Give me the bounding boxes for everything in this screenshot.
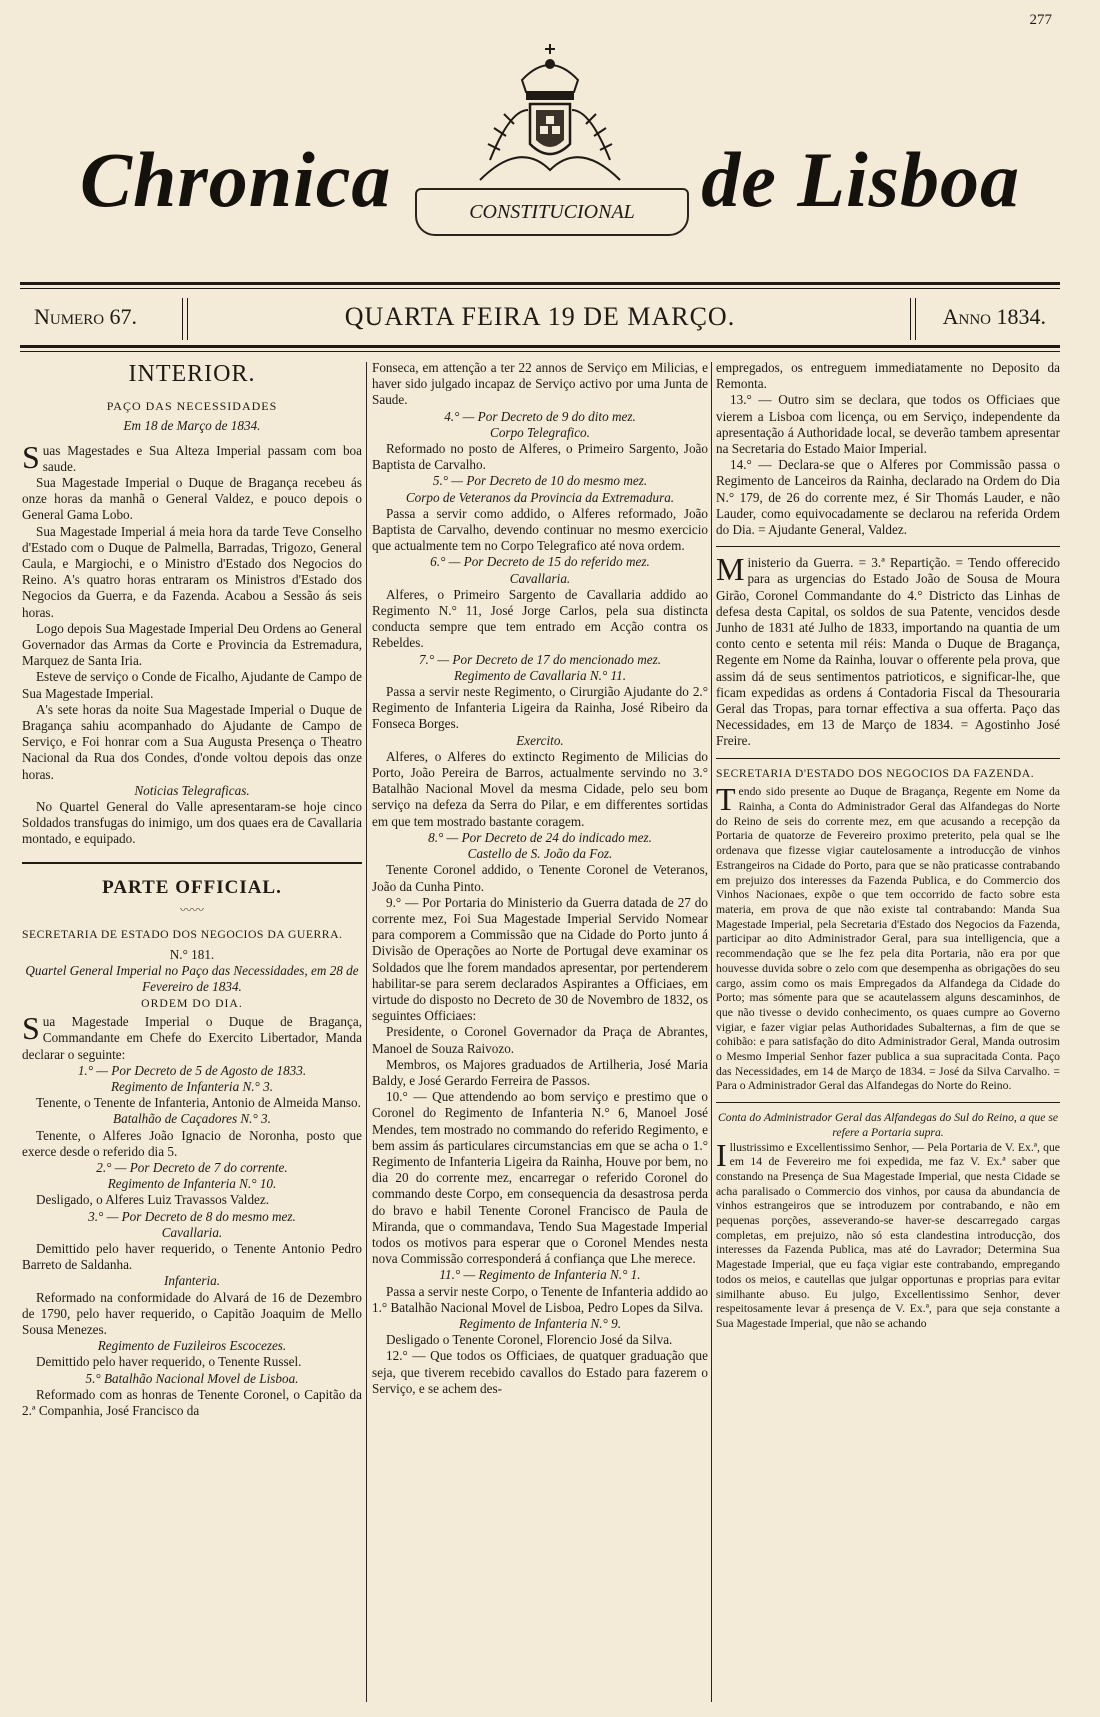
section-divider (22, 862, 362, 864)
issue-date: QUARTA FEIRA 19 DE MARÇO. (344, 302, 736, 331)
item-text: Demittido pelo haver requerido, o Tenente Russel. (36, 1354, 302, 1370)
item-text: Tenente, o Tenente de Infanteria, Antonio de Almeida Manso. (36, 1095, 361, 1111)
paragraph: Passa a servir neste Corpo, o Tenente de Infanteria addido ao 1.° Batalhão Nacional Movel de Lisboa, Pedro Lopes da Silva. (372, 1283, 708, 1315)
item-text: Reformado com as honras de Tenente Coronel, o Capitão da 2.ª Companhia, José Francisco da (22, 1386, 362, 1418)
paragraph: Tenente Coronel addido, o Tenente Coronel de Veteranos, João da Cunha Pinto. (372, 862, 708, 894)
paragraph: Membros, os Majores graduados de Artilheria, José Maria Baldy, e José Gerardo Ferreira de Passos. (372, 1056, 708, 1088)
paragraph: Desligado o Tenente Coronel, Florencio José da Silva. (386, 1332, 673, 1348)
conta-heading: Conta do Administrador Geral das Alfandegas do Sul do Reino, a que se refere a Portaria supra. (717, 1111, 1059, 1139)
section-official-heading: PARTE OFFICIAL. (102, 876, 282, 898)
issue-bar (20, 298, 1060, 340)
paragraph: Sua Magestade Imperial o Duque de Bragança, Commandante em Chefe do Exercito Libertador, Manda declarar o seguinte: (22, 1010, 362, 1062)
ordem-heading: ORDEM DO DIA. (141, 997, 243, 1011)
paragraph: Sua Magestade Imperial o Duque de Bragança recebeu ás onze horas da manhã o General Valdez, e pouco depois o General Gama Lobo. (22, 475, 362, 523)
issue-rule-thin (20, 351, 1060, 352)
paragraph: Esteve de serviço o Conde de Ficalho, Ajudante de Campo de Sua Magestade Imperial. (22, 669, 362, 701)
paragraph: No Quartel General do Valle apresentaram-se hoje cinco Soldados transfugas do inimigo, um dos quaes era de Cavallaria montado, e equipado. (22, 799, 362, 847)
item-subheading: Infanteria. (163, 1273, 221, 1289)
item-text: Desligado, o Alferes Luiz Travassos Valdez. (36, 1192, 270, 1208)
masthead-title-right: de Lisboa (701, 136, 1020, 223)
item-subheading: Regimento de Infanteria N.° 3. (110, 1078, 274, 1094)
column-3 (716, 360, 1060, 1332)
item-subheading: Cavallaria. (161, 1224, 223, 1240)
item-heading: Cavallaria. (509, 570, 571, 586)
item-heading: Regimento de Infanteria N.° 9. (458, 1315, 622, 1331)
item-text: Demittido pelo haver requerido, o Tenente Antonio Pedro Barreto de Saldanha. (22, 1240, 362, 1273)
item-heading: 1.° — Por Decreto de 5 de Agosto de 1833. (77, 1062, 307, 1078)
column-1 (22, 360, 362, 1419)
issue-rule-bottom (20, 345, 1060, 348)
item-heading: 11.° — Regimento de Infanteria N.° 1. (439, 1267, 641, 1283)
paragraph: 10.° — Que attendendo ao bom serviço e prestimo que o Coronel do Regimento de Infanteria N.° 6, Manoel José Mendes, tem mostrado no commando do referido Regimento, e bem assim ás particulares circumstancias em que se acha o 1.° Regimento de Infanteria Ligeira da Rainha, Houve por bem, no dia 20 do corrente mez, encarregar o referido Coronel do commando deste Corpo, em consequencia da desastrosa perda do bravo e habil Tenente Coronel Francisco de Paula de Miranda, que o commandava, Tendo Sua Magestade Imperial todos os motivos para esperar que o Coronel Mendes nesta nova Commissão corresponderá á confiança que Lhe merece. (372, 1089, 708, 1267)
secretaria-heading: SECRETARIA DE ESTADO DOS NEGOCIOS DA GUERRA. (22, 928, 343, 942)
item-heading: 4.° — Por Decreto de 9 do dito mez. (444, 408, 636, 424)
item-text: Tenente, o Alferes João Ignacio de Noronha, posto que exerce desde o referido dia 5. (22, 1127, 362, 1159)
item-heading: 3.° — Por Decreto de 8 do mesmo mez. (88, 1208, 296, 1224)
paragraph: Alferes, o Primeiro Sargento de Cavallaria addido ao Regimento N.° 11, José Jorge Carlos, pela sua distincta conducta sempre que tem entrado em Acção contra os Rebeldes. (372, 586, 708, 651)
paragraph: Presidente, o Coronel Governador da Praça de Abrantes, Manoel de Souza Raivozo. (372, 1024, 708, 1056)
item-heading: Corpo de Veteranos da Provincia da Extremadura. (405, 489, 675, 505)
column-rule (366, 362, 367, 1702)
item-subheading: Regimento de Infanteria N.° 10. (107, 1176, 277, 1192)
paragraph: Sua Magestade Imperial á meia hora da tarde Teve Conselho d'Estado com o Duque de Palmella, Barradas, Trigozo, General Caula, e Margiochi, e o Ministro d'Estado dos Negocios do Reino. A's quatro horas entraram os Ministros d'Estado dos Negocios da Guerra, e da Fazenda. Acabou a Sessão ás seis horas. (22, 523, 362, 620)
paragraph: Tendo sido presente ao Duque de Bragança, Regente em Nome da Rainha, a Conta do Administrador Geral das Alfandegas do Norte do Reino de seis do corrente mez, em que acusando a recepção da Portaria de quatorze de Fevereiro proximo preterito, pela qual se lhe ordenava que fizesse vigiar cautelosamente a introducção de vinhos Estrangeiros na Cidade do Porto, para que se não praticasse contrabando em prejuizo dos interesses da Fazenda Publica, e do Commercio dos Vinhos Nacionaes, expõe o que tem occorrido de facto sobre esta materia, em prova de que não existe tal contrabando: Manda Sua Magestade Imperial, pela Secretaria d'Estado dos Negocios da Fazenda, participar ao dito Administrador Geral, para sua intelligencia, que a recommendação que se lhe fez pela dita Portaria, não era por que houvesse duvida sobre o zelo com que desempenha as obrigações do seu cargo, assim como os mais Empregados da Alfandega da Cidade do Porto; mas sómente para que se acautelassem alguns descaminhos, de que não tivesse o devido conhecimento, os quaes cumpre ao Governo vigiar, e fazer vigiar pelas Authoridades Subalternas, a fim de que se cohibão: e para satisfação do dito Administrador Geral, Manda outrosim o Mesmo Imperial Senhor fazer publica a sua supracitada Conta. Paço das Necessidades, em 14 de Março de 1834. = José da Silva Carvalho. = Para o Administrador Geral das Alfandegas do Norte do Reino. (716, 781, 1060, 1093)
item-heading: 7.° — Por Decreto de 17 do mencionado mez. (418, 651, 662, 667)
paragraph: Reformado no posto de Alferes, o Primeiro Sargento, João Baptista de Carvalho. (372, 441, 708, 473)
item-heading: 2.° — Por Decreto de 7 do corrente. (96, 1159, 288, 1175)
paragraph: Logo depois Sua Magestade Imperial Deu Ordens ao General Governador das Armas da Corte e Provincia da Estremadura, Marquez de Santa Iria. (22, 620, 362, 669)
paragraph: A's sete horas da noite Sua Magestade Imperial o Duque de Bragança sahiu acompanhado do Ajudante de Campo de Serviço, e Foi honrar com a Sua Augusta Presença o Theatro Nacional da Rua dos Condes, d'onde voltou depois das onze horas. (22, 701, 362, 782)
masthead-rule-thin (20, 288, 1060, 289)
item-subheading: Regimento de Fuzileiros Escocezes. (97, 1338, 287, 1354)
item-subheading: 5.° Batalhão Nacional Movel de Lisboa. (85, 1370, 299, 1386)
paragraph: 14.° — Declara-se que o Alferes por Commissão passa o Regimento de Lanceiros da Rainha, declarado na Ordem do Dia N.° 179, de 26 do corrente mez, é Sir Thomás Lauder, e não Lauder, como equivocadamente se declarou na referida Ordem do Dia. = Ajudante General, Valdez. (716, 457, 1060, 538)
secretaria-fazenda-heading: SECRETARIA D'ESTADO DOS NEGOCIOS DA FAZENDA. (716, 766, 1035, 780)
paragraph: 9.° — Por Portaria do Ministerio da Guerra datada de 27 do corrente mez, Foi Sua Magestade Imperial Servido Nomear para comporem a Commissão que na Cidade do Porto junto á Divisão de Operações ao Norte de Portugal deve examinar os Soldados que lhe forem mandados apresentar, por pertenderem habilitar-se para serem declarados Aspirantes a Officiaes, em virtude do disposto no Decreto de 30 de Novembro de 1832, os seguintes Officiaes: (372, 894, 708, 1024)
item-heading: Castello de S. João da Foz. (467, 846, 613, 862)
item-heading: Exercito. (516, 732, 564, 748)
quartel-line: Quartel General Imperial no Paço das Necessidades, em 28 de Fevereiro de 1834. (25, 963, 359, 995)
royal-crest-icon (470, 40, 630, 190)
paragraph: Alferes, o Alferes do extincto Regimento de Milicias do Porto, João Pereira de Barros, actualmente servindo no 3.° Batalhão Nacional Movel da mesma Cidade, pelo seu bom serviço na defeza da Serra do Pilar, e em differentes sortidas em que tem mostrado bastante coragem. (372, 748, 708, 829)
item-heading: Corpo Telegrafico. (490, 424, 590, 440)
ornament-divider: 〰〰 (179, 902, 204, 917)
rule (716, 546, 1060, 547)
issue-divider (910, 298, 916, 340)
telegraph-heading: Noticias Telegraficas. (134, 782, 250, 798)
section-interior-heading: INTERIOR. (128, 361, 256, 387)
column-rule (711, 362, 712, 1702)
column-2 (372, 360, 708, 1397)
paragraph: Passa a servir neste Regimento, o Cirurgião Ajudante do 2.° Regimento de Infanteria Ligeira da Rainha, José Ribeiro da Fonseca Borges. (372, 684, 708, 732)
issue-number: Numero 67. (34, 304, 138, 329)
place-line: PAÇO DAS NECESSIDADES (106, 399, 278, 414)
page-number: 277 (1029, 12, 1052, 28)
masthead-title-left: Chronica (80, 136, 392, 223)
paragraph: 12.° — Que todos os Officiaes, de quatquer graduação que seja, que tiverem recebido cavallos do Estado para fazerem o Serviço, e se achem des- (372, 1348, 708, 1396)
numero-line: N.° 181. (169, 946, 215, 962)
item-heading: 8.° — Por Decreto de 24 do indicado mez. (428, 829, 652, 845)
paragraph: 13.° — Outro sim se declara, que todos os Officiaes que vierem a Lisboa com licença, ou em Serviço, independente da apresentação á Authoridade local, se deverão tambem apresentar na Secretaria do Estado Maior Imperial. (716, 392, 1060, 457)
rule (716, 1102, 1060, 1103)
paragraph: Ministerio da Guerra. = 3.ª Repartição. = Tendo offerecido para as urgencias do Estado João de Sousa de Moura Girão, Coronel Commandante do 4.° Districto das Linhas de defesa desta Capital, os soldos de sua Patente, vencidos desde Junho de 1831 até Julho de 1833, importando na quantia de um conto cento e setenta mil réis: Manda o Duque de Bragança, Regente em Nome da Rainha, louvar o offerente pela prova, que assim dá de seus sentimentos patrioticos, e significar-lhe, que ficam expedidas as ordens á Contadoria Fiscal da Thesouraria Geral das Tropas, para tornar effectiva a sua offerta. Paço das Necessidades, em 13 de Março de 1834. = Agostinho José Freire. (716, 551, 1060, 749)
item-subheading: Batalhão de Caçadores N.° 3. (113, 1111, 271, 1127)
item-heading: Regimento de Cavallaria N.° 11. (453, 667, 627, 683)
dateline: Em 18 de Março de 1834. (123, 418, 261, 434)
masthead (40, 40, 1060, 270)
item-heading: 6.° — Por Decreto de 15 do referido mez. (430, 554, 650, 570)
masthead-ribbon: CONSTITUCIONAL (415, 188, 689, 236)
item-text: Reformado na conformidade do Alvará de 16 de Dezembro de 1790, pelo haver requerido, o Capitão Joaquim de Mello Sousa Menezes. (22, 1289, 362, 1337)
rule (716, 758, 1060, 759)
paragraph: Suas Magestades e Sua Alteza Imperial passam com boa saude. (22, 438, 362, 475)
masthead-rule-top (20, 282, 1060, 285)
issue-year: Anno 1834. (942, 304, 1046, 329)
paragraph: Passa a servir como addido, o Alferes reformado, João Baptista de Carvalho, devendo continuar no mesmo exercicio que actualmente tem no Corpo Telegrafico até nova ordem. (372, 505, 708, 554)
item-heading: 5.° — Por Decreto de 10 do mesmo mez. (432, 473, 648, 489)
paragraph: empregados, os entreguem immediatamente no Deposito da Remonta. (716, 360, 1060, 392)
paragraph: Illustrissimo e Excellentissimo Senhor, — Pela Portaria de V. Ex.ª, que em 14 de Fevereiro me foi expedida, me faz V. Ex.ª saber que constando na Presença de Sua Magestade Imperial, que nesta Cidade se acha paralisado o Commercio dos vinhos, por causa da abundancia de vinhos estrangeiros que se introduzem por contrabando, e não em pequenas porções, asseverando-se haver-se descarregado cargas completas, em prejuizo, não só esta clandestina introducção, dos interesses da Fazenda Publica, mas até do Lavrador; Determina Sua Magestade Imperial, que eu faça vigiar este contrabando, empregando todos os meios, e cautellas que julgar opportunas e proprias para evitar similhante abuso. Eu julgo, Excellentissimo Senhor, dever respeitosamente levar á presença de V. Ex.ª, para que seja constante a Sua Magestade Imperial, que não se achando (716, 1136, 1060, 1330)
paragraph: Fonseca, em attenção a ter 22 annos de Serviço em Milicias, e haver sido julgado incapaz de Serviço activo por uma Junta de Saude. (372, 360, 708, 408)
